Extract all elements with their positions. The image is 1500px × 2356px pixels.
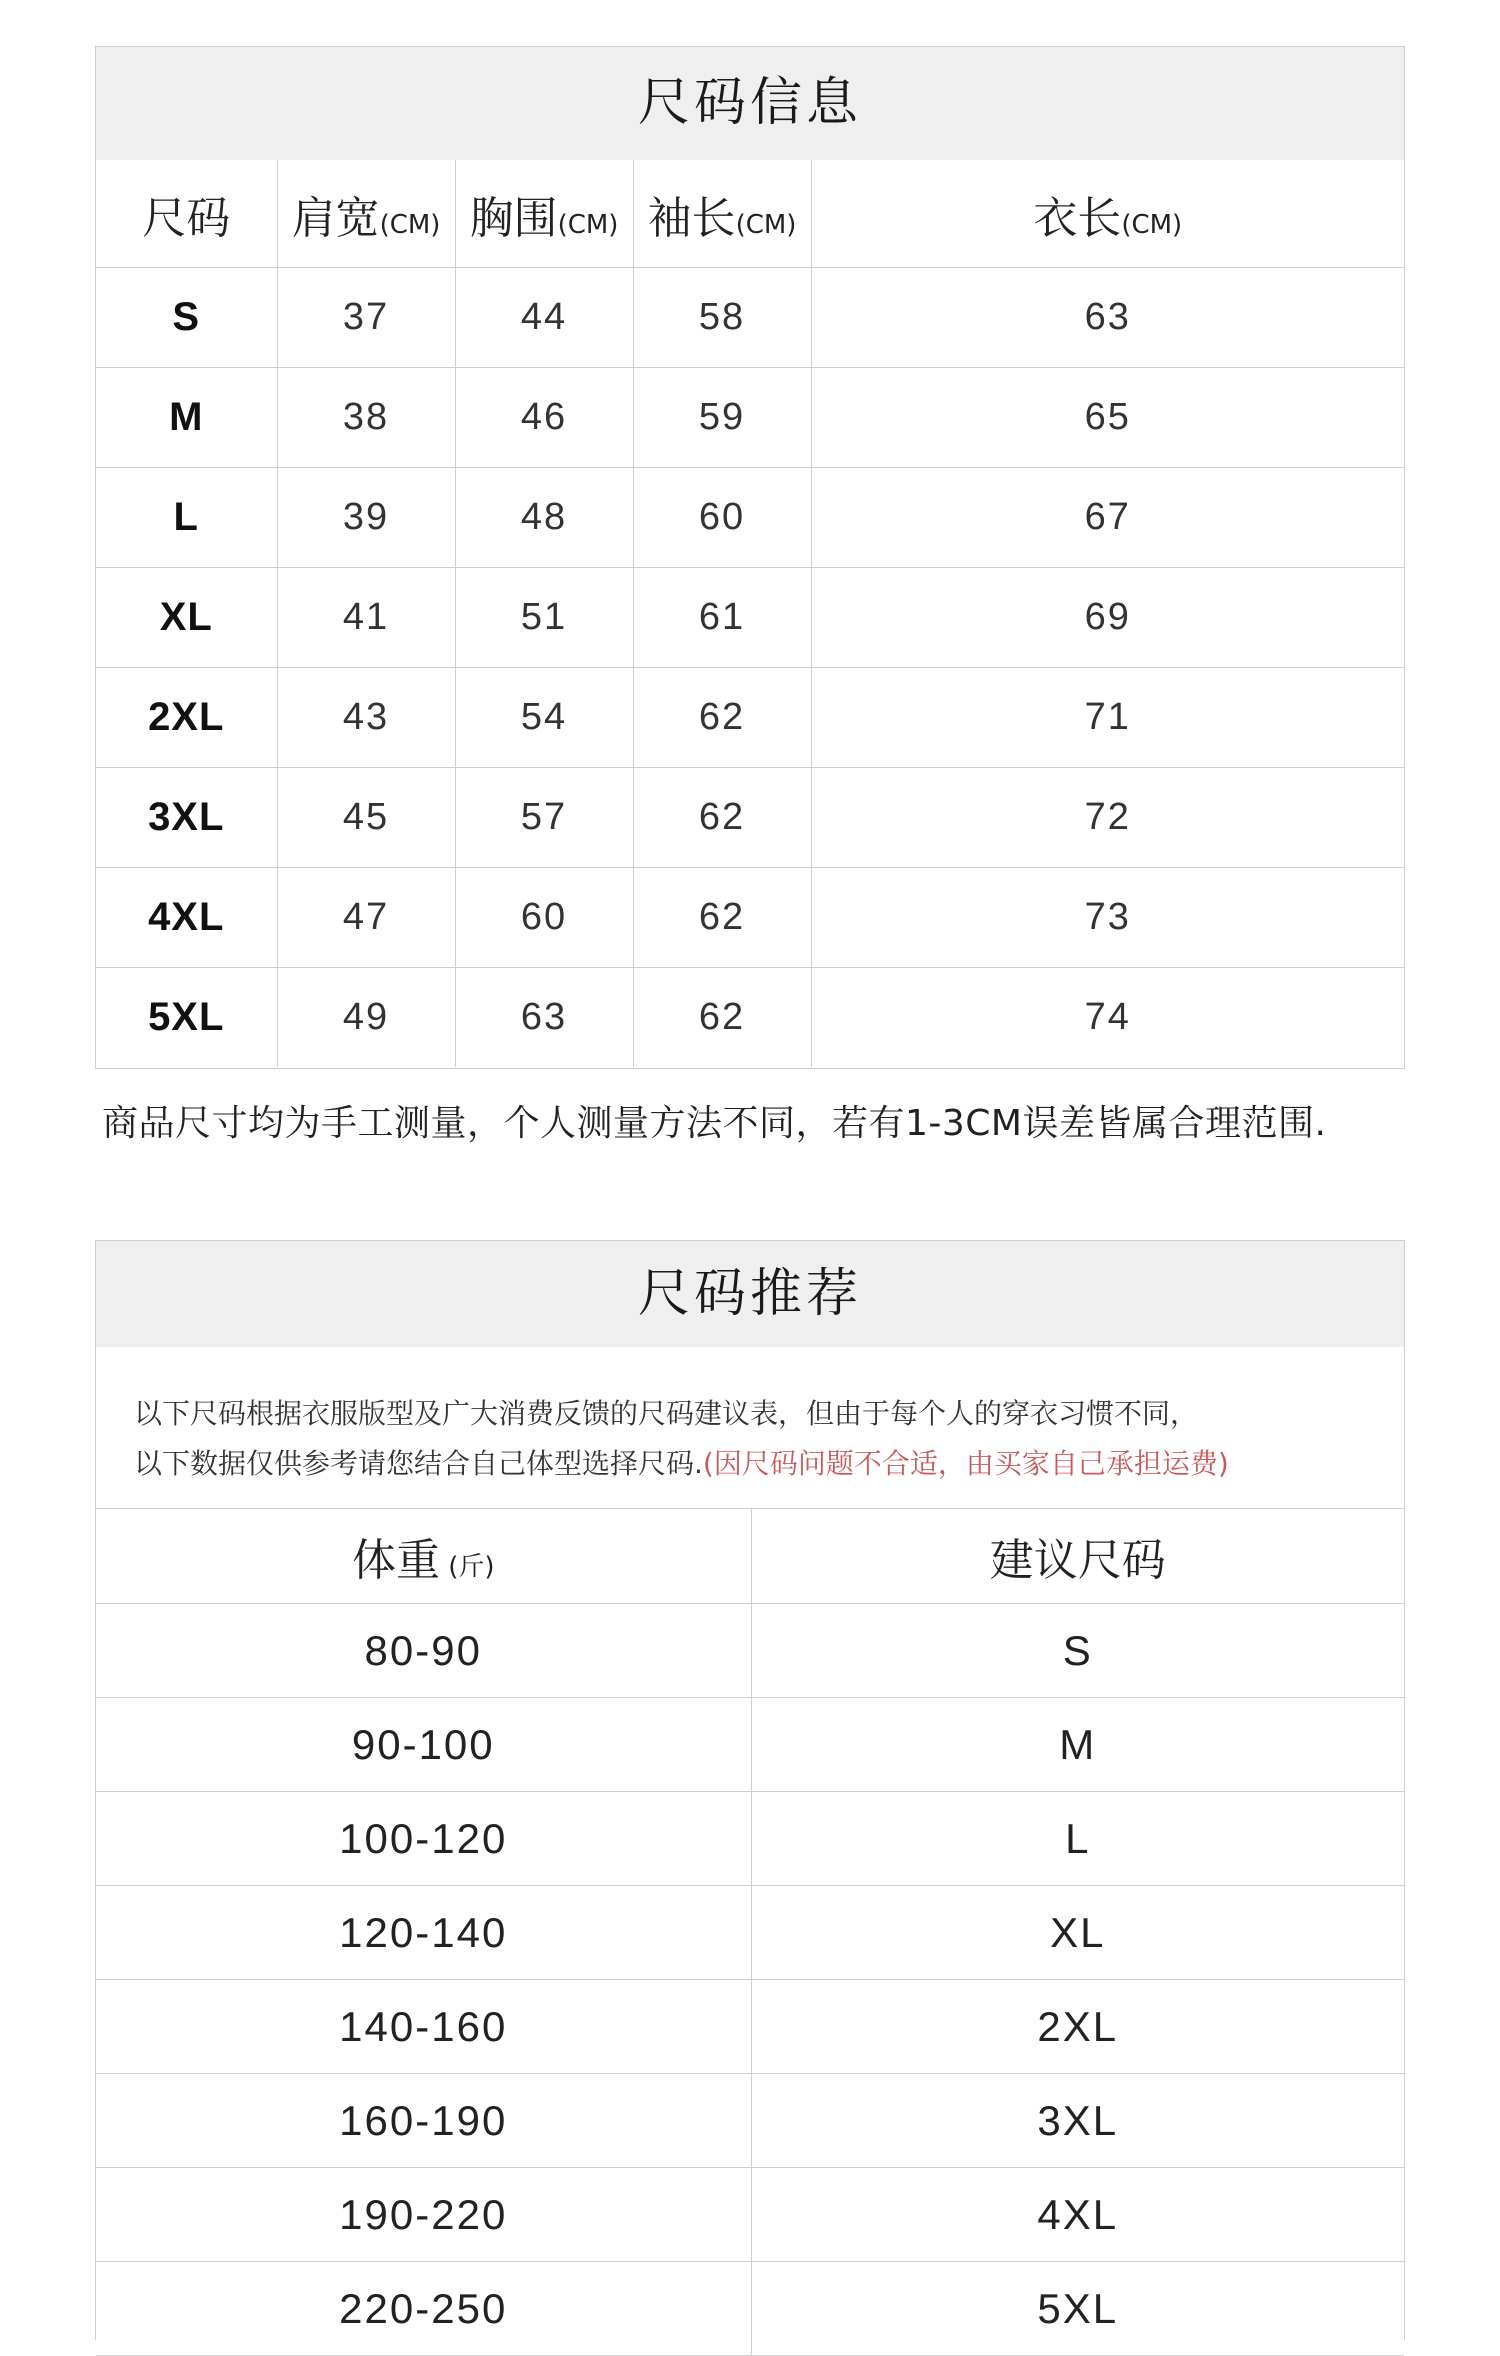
table-row: [96, 368, 1404, 468]
shoulder-cell: 43: [277, 668, 455, 768]
table-row: [96, 468, 1404, 568]
table-row: [96, 568, 1404, 668]
sleeve-cell: 58: [633, 268, 811, 368]
sleeve-cell: 61: [633, 568, 811, 668]
length-cell: 67: [811, 468, 1404, 568]
size-cell: L: [96, 468, 277, 568]
size-recommendation-section: [95, 1240, 1405, 2340]
shoulder-cell: 45: [277, 768, 455, 868]
length-cell: 69: [811, 568, 1404, 668]
length-cell: 63: [811, 268, 1404, 368]
suggested-size-cell: 5XL: [751, 2262, 1404, 2356]
length-cell: 74: [811, 968, 1404, 1068]
table-row: [96, 1980, 1404, 2074]
header-suggested-size: 建议尺码: [751, 1509, 1404, 1604]
chest-cell: 46: [455, 368, 633, 468]
weight-cell: 100-120: [96, 1792, 751, 1886]
length-cell: 73: [811, 868, 1404, 968]
length-cell: 71: [811, 668, 1404, 768]
length-cell: 72: [811, 768, 1404, 868]
table-row: [96, 1604, 1404, 1698]
table-row: [96, 2074, 1404, 2168]
size-cell: M: [96, 368, 277, 468]
intro-line-2-text: 以下数据仅供参考请您结合自己体型选择尺码.: [134, 1447, 703, 1480]
chest-cell: 44: [455, 268, 633, 368]
header-shoulder-width: 肩宽(CM): [277, 160, 455, 268]
table-row: [96, 2168, 1404, 2262]
table-row: [96, 1886, 1404, 1980]
shoulder-cell: 39: [277, 468, 455, 568]
header-size: 尺码: [96, 160, 277, 268]
size-cell: XL: [96, 568, 277, 668]
weight-cell: 80-90: [96, 1604, 751, 1698]
shipping-warning: (因尺码问题不合适，由买家自己承担运费): [702, 1447, 1229, 1480]
weight-cell: 90-100: [96, 1698, 751, 1792]
table-row: [96, 1792, 1404, 1886]
chest-cell: 48: [455, 468, 633, 568]
size-info-header-row: [96, 160, 1404, 268]
suggested-size-cell: XL: [751, 1886, 1404, 1980]
recommendation-intro: [96, 1347, 1404, 1509]
weight-cell: 160-190: [96, 2074, 751, 2168]
table-row: [96, 868, 1404, 968]
chest-cell: 51: [455, 568, 633, 668]
size-cell: S: [96, 268, 277, 368]
header-chest: 胸围(CM): [455, 160, 633, 268]
table-row: [96, 268, 1404, 368]
shoulder-cell: 47: [277, 868, 455, 968]
chest-cell: 54: [455, 668, 633, 768]
shoulder-cell: 49: [277, 968, 455, 1068]
size-cell: 3XL: [96, 768, 277, 868]
suggested-size-cell: S: [751, 1604, 1404, 1698]
table-row: [96, 1698, 1404, 1792]
shoulder-cell: 41: [277, 568, 455, 668]
size-cell: 5XL: [96, 968, 277, 1068]
table-row: [96, 768, 1404, 868]
weight-cell: 220-250: [96, 2262, 751, 2356]
measurement-note: 商品尺寸均为手工测量，个人测量方法不同，若有1-3CM误差皆属合理范围.: [102, 1103, 1327, 1144]
sleeve-cell: 60: [633, 468, 811, 568]
size-info-table: [96, 160, 1404, 1067]
size-cell: 2XL: [96, 668, 277, 768]
table-row: [96, 968, 1404, 1068]
weight-cell: 140-160: [96, 1980, 751, 2074]
size-info-title: 尺码信息: [96, 47, 1404, 160]
sleeve-cell: 62: [633, 668, 811, 768]
intro-line-1: 以下尺码根据衣服版型及广大消费反馈的尺码建议表，但由于每个人的穿衣习惯不同，: [134, 1397, 1199, 1430]
recommendation-header-row: [96, 1509, 1404, 1604]
sleeve-cell: 62: [633, 968, 811, 1068]
size-recommendation-title: 尺码推荐: [96, 1241, 1404, 1347]
shoulder-cell: 38: [277, 368, 455, 468]
sleeve-cell: 62: [633, 768, 811, 868]
size-cell: 4XL: [96, 868, 277, 968]
sleeve-cell: 62: [633, 868, 811, 968]
chest-cell: 60: [455, 868, 633, 968]
header-sleeve-length: 袖长(CM): [633, 160, 811, 268]
suggested-size-cell: 4XL: [751, 2168, 1404, 2262]
sleeve-cell: 59: [633, 368, 811, 468]
table-row: [96, 2262, 1404, 2356]
suggested-size-cell: 3XL: [751, 2074, 1404, 2168]
weight-cell: 120-140: [96, 1886, 751, 1980]
weight-cell: 190-220: [96, 2168, 751, 2262]
header-garment-length: 衣长(CM): [811, 160, 1404, 268]
chest-cell: 57: [455, 768, 633, 868]
suggested-size-cell: L: [751, 1792, 1404, 1886]
header-weight: 体重 (斤): [96, 1509, 751, 1604]
table-row: [96, 668, 1404, 768]
size-info-section: [95, 46, 1405, 1069]
suggested-size-cell: M: [751, 1698, 1404, 1792]
length-cell: 65: [811, 368, 1404, 468]
intro-line-2: [134, 1439, 1404, 1489]
suggested-size-cell: 2XL: [751, 1980, 1404, 2074]
shoulder-cell: 37: [277, 268, 455, 368]
size-recommendation-table: [96, 1509, 1404, 2356]
chest-cell: 63: [455, 968, 633, 1068]
